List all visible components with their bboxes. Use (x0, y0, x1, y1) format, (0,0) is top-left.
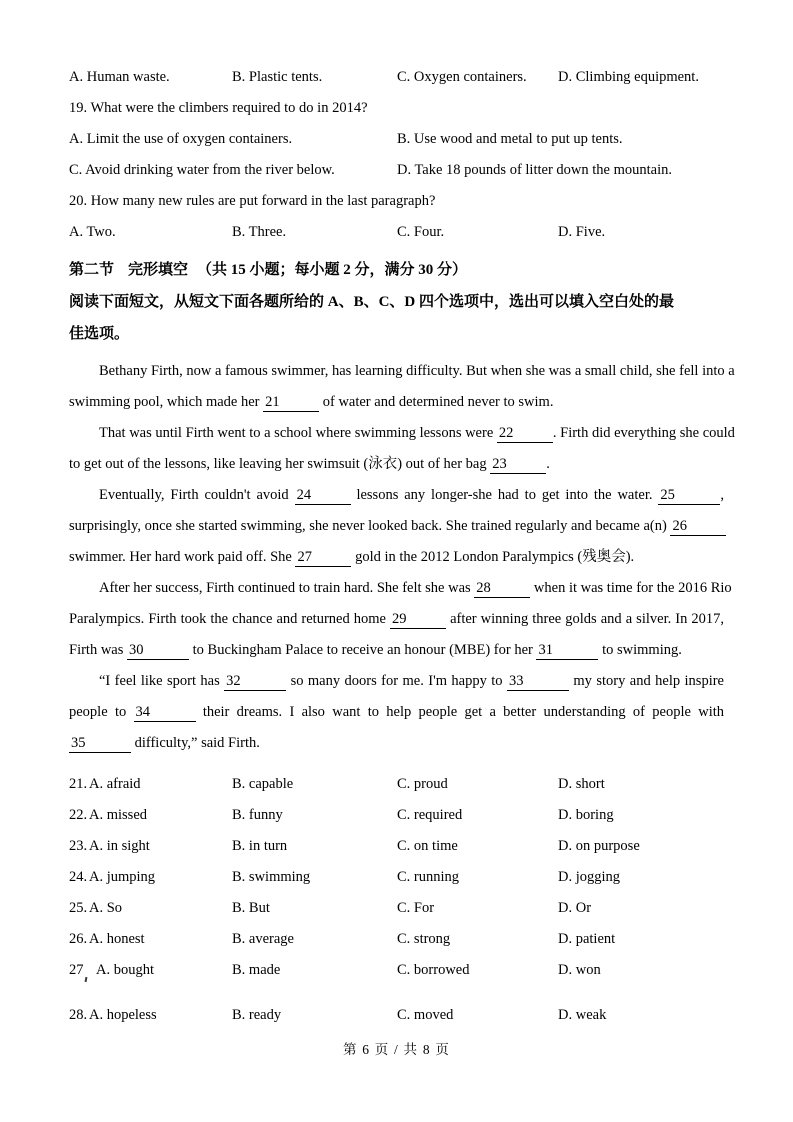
option-b[interactable]: B. made (232, 962, 281, 978)
cloze-blank-28[interactable]: 28 (474, 580, 530, 598)
cloze-option-number: 28. (69, 1007, 88, 1023)
passage-text: After her success, Firth continued to train hard. She felt she was (99, 580, 471, 596)
option-a[interactable]: A. bought (96, 962, 154, 978)
question-19-options-row-2 (69, 155, 724, 186)
passage-text: Paralympics. Firth took the chance and returned home (69, 611, 386, 627)
passage-paragraph-1 (69, 356, 735, 418)
option-a[interactable]: A. afraid (89, 776, 141, 792)
cloze-blank-25[interactable]: 25 (658, 487, 720, 505)
option-b[interactable]: B. But (232, 900, 270, 916)
cloze-blank-27[interactable]: 27 (295, 549, 351, 567)
option-c[interactable]: C. borrowed (397, 962, 470, 978)
question-20-stem: 20. How many new rules are put forward in the last paragraph? (69, 193, 436, 209)
option-c[interactable]: C. Avoid drinking water from the river below. (69, 162, 335, 178)
passage-text: swimmer. Her hard work paid off. She (69, 549, 292, 565)
cloze-option-row (69, 955, 724, 1000)
option-c[interactable]: C. required (397, 807, 463, 823)
cloze-blank-26[interactable]: 26 (670, 518, 726, 536)
passage-text: Bethany Firth, now a famous swimmer, has learning difficulty. But when she was a small child, she fell into a (99, 363, 735, 379)
option-b[interactable]: B. funny (232, 807, 283, 823)
cloze-option-row (69, 769, 724, 800)
cloze-blank-32[interactable]: 32 (224, 673, 286, 691)
passage-text: people to (69, 704, 127, 720)
option-d[interactable]: D. on purpose (558, 838, 640, 854)
cloze-option-number: 26. (69, 931, 88, 947)
option-b[interactable]: B. Use wood and metal to put up tents. (397, 131, 623, 147)
cloze-option-number: 24. (69, 869, 88, 885)
option-b[interactable]: B. capable (232, 776, 294, 792)
option-a[interactable]: A. missed (89, 807, 147, 823)
cloze-blank-29[interactable]: 29 (390, 611, 446, 629)
option-b[interactable]: B. in turn (232, 838, 288, 854)
passage-text: , (720, 487, 725, 503)
option-b[interactable]: B. swimming (232, 869, 311, 885)
cloze-option-number: 23. (69, 838, 88, 854)
cloze-blank-22[interactable]: 22 (497, 425, 553, 443)
cloze-blank-24[interactable]: 24 (295, 487, 351, 505)
cloze-option-number: 25. (69, 900, 88, 916)
cloze-option-row (69, 893, 724, 924)
cloze-option-row (69, 862, 724, 893)
section-score: （共 15 小题；每小题 2 分，满分 30 分） (197, 262, 468, 278)
cloze-option-row (69, 1000, 724, 1031)
passage-text: my story and help inspire (573, 673, 724, 689)
option-c[interactable]: C. moved (397, 1007, 454, 1023)
option-a[interactable]: A. in sight (89, 838, 150, 854)
option-a[interactable]: A. jumping (89, 869, 156, 885)
cloze-blank-23[interactable]: 23 (490, 456, 546, 474)
cloze-blank-31[interactable]: 31 (536, 642, 598, 660)
passage-text: . (546, 456, 550, 472)
page-footer: 第 6 页 / 共 8 页 (342, 1042, 451, 1057)
option-d[interactable]: D. short (558, 776, 605, 792)
option-d[interactable]: D. Or (558, 900, 592, 916)
option-b[interactable]: B. ready (232, 1007, 282, 1023)
passage-text: swimming pool, which made her (69, 394, 260, 410)
option-c[interactable]: C. proud (397, 776, 448, 792)
cloze-blank-35[interactable]: 35 (69, 735, 131, 753)
option-c[interactable]: C. For (397, 900, 435, 916)
passage-text: to swimming. (602, 642, 682, 658)
question-19-stem: 19. What were the climbers required to do in 2014? (69, 100, 368, 116)
passage-text: gold in the 2012 London Paralympics (残奥会). (355, 549, 635, 565)
cloze-blank-34[interactable]: 34 (134, 704, 196, 722)
cloze-blank-21[interactable]: 21 (263, 394, 319, 412)
option-c[interactable]: C. running (397, 869, 460, 885)
question-19-options-row-1 (69, 124, 724, 155)
passage-text: That was until Firth went to a school where swimming lessons were (99, 425, 494, 441)
cloze-option-number: 22. (69, 807, 88, 823)
option-b[interactable]: B. average (232, 931, 294, 947)
option-d[interactable]: D. won (558, 962, 601, 978)
cloze-option-row (69, 800, 724, 831)
option-d[interactable]: D. Five. (558, 224, 606, 240)
section-instruction (69, 286, 724, 350)
passage-paragraph-4 (69, 573, 732, 666)
option-a[interactable]: A. Human waste. (69, 69, 170, 85)
passage-text: after winning three golds and a silver. In 2017, (450, 611, 725, 627)
passage-paragraph-5 (69, 666, 724, 759)
passage-text: “I feel like sport has (99, 673, 220, 689)
passage-paragraph-2 (69, 418, 735, 480)
cloze-option-number: 27 (69, 962, 84, 978)
passage-text: their dreams. I also want to help people get a better understanding of people with (202, 704, 725, 720)
option-d[interactable]: D. Take 18 pounds of litter down the mountain. (397, 162, 672, 178)
cloze-option-number: 21. (69, 776, 88, 792)
option-a[interactable]: A. Limit the use of oxygen containers. (69, 131, 293, 147)
cloze-options-list (69, 769, 724, 1031)
passage-text: Eventually, Firth couldn't avoid (99, 487, 289, 503)
stray-ink-mark (85, 977, 88, 982)
cloze-option-row (69, 924, 724, 955)
option-c[interactable]: C. on time (397, 838, 458, 854)
option-d[interactable]: D. jogging (558, 869, 621, 885)
section-label: 第二节 (69, 262, 115, 278)
cloze-blank-33[interactable]: 33 (507, 673, 569, 691)
option-d[interactable]: D. weak (558, 1007, 607, 1023)
passage-text: of water and determined never to swim. (322, 394, 554, 410)
passage-text: to get out of the lessons, like leaving her swimsuit (泳衣) out of her bag (69, 456, 487, 472)
option-d[interactable]: D. patient (558, 931, 616, 947)
passage-paragraph-3 (69, 480, 724, 573)
passage-text: so many doors for me. I'm happy to (290, 673, 503, 689)
option-c[interactable]: C. Four. (397, 224, 445, 240)
passage-text: surprisingly, once she started swimming, she never looked back. She trained regularly and became a(n) (69, 518, 667, 534)
passage-text: lessons any longer-she had to get into the water. (356, 487, 653, 503)
section-title: 完形填空 (128, 262, 189, 278)
page-content (69, 62, 735, 1031)
passage-text: to Buckingham Palace to receive an honour (MBE) for her (192, 642, 533, 658)
option-a[interactable]: A. So (89, 900, 123, 916)
instruction-line-1: 阅读下面短文，从短文下面各题所给的 A、B、C、D 四个选项中，选出可以填入空白处的最 (69, 294, 675, 310)
option-a[interactable]: A. honest (89, 931, 145, 947)
option-a[interactable]: A. Two. (69, 224, 116, 240)
passage-text: difficulty,” said Firth. (134, 735, 260, 751)
passage-text: Firth was (69, 642, 124, 658)
option-b[interactable]: B. Three. (232, 224, 287, 240)
instruction-line-2: 佳选项。 (69, 326, 130, 342)
cloze-option-row (69, 831, 724, 862)
option-a[interactable]: A. hopeless (89, 1007, 157, 1023)
passage-text: . Firth did everything she could (552, 425, 735, 441)
option-c[interactable]: C. Oxygen containers. (397, 69, 527, 85)
cloze-blank-30[interactable]: 30 (127, 642, 189, 660)
option-b[interactable]: B. Plastic tents. (232, 69, 323, 85)
option-c[interactable]: C. strong (397, 931, 451, 947)
option-d[interactable]: D. boring (558, 807, 614, 823)
passage-text: when it was time for the 2016 Rio (533, 580, 732, 596)
option-d[interactable]: D. Climbing equipment. (558, 69, 699, 85)
question-20-options-row (69, 217, 724, 248)
section-heading (69, 254, 724, 286)
question-18-options-row (69, 62, 724, 93)
